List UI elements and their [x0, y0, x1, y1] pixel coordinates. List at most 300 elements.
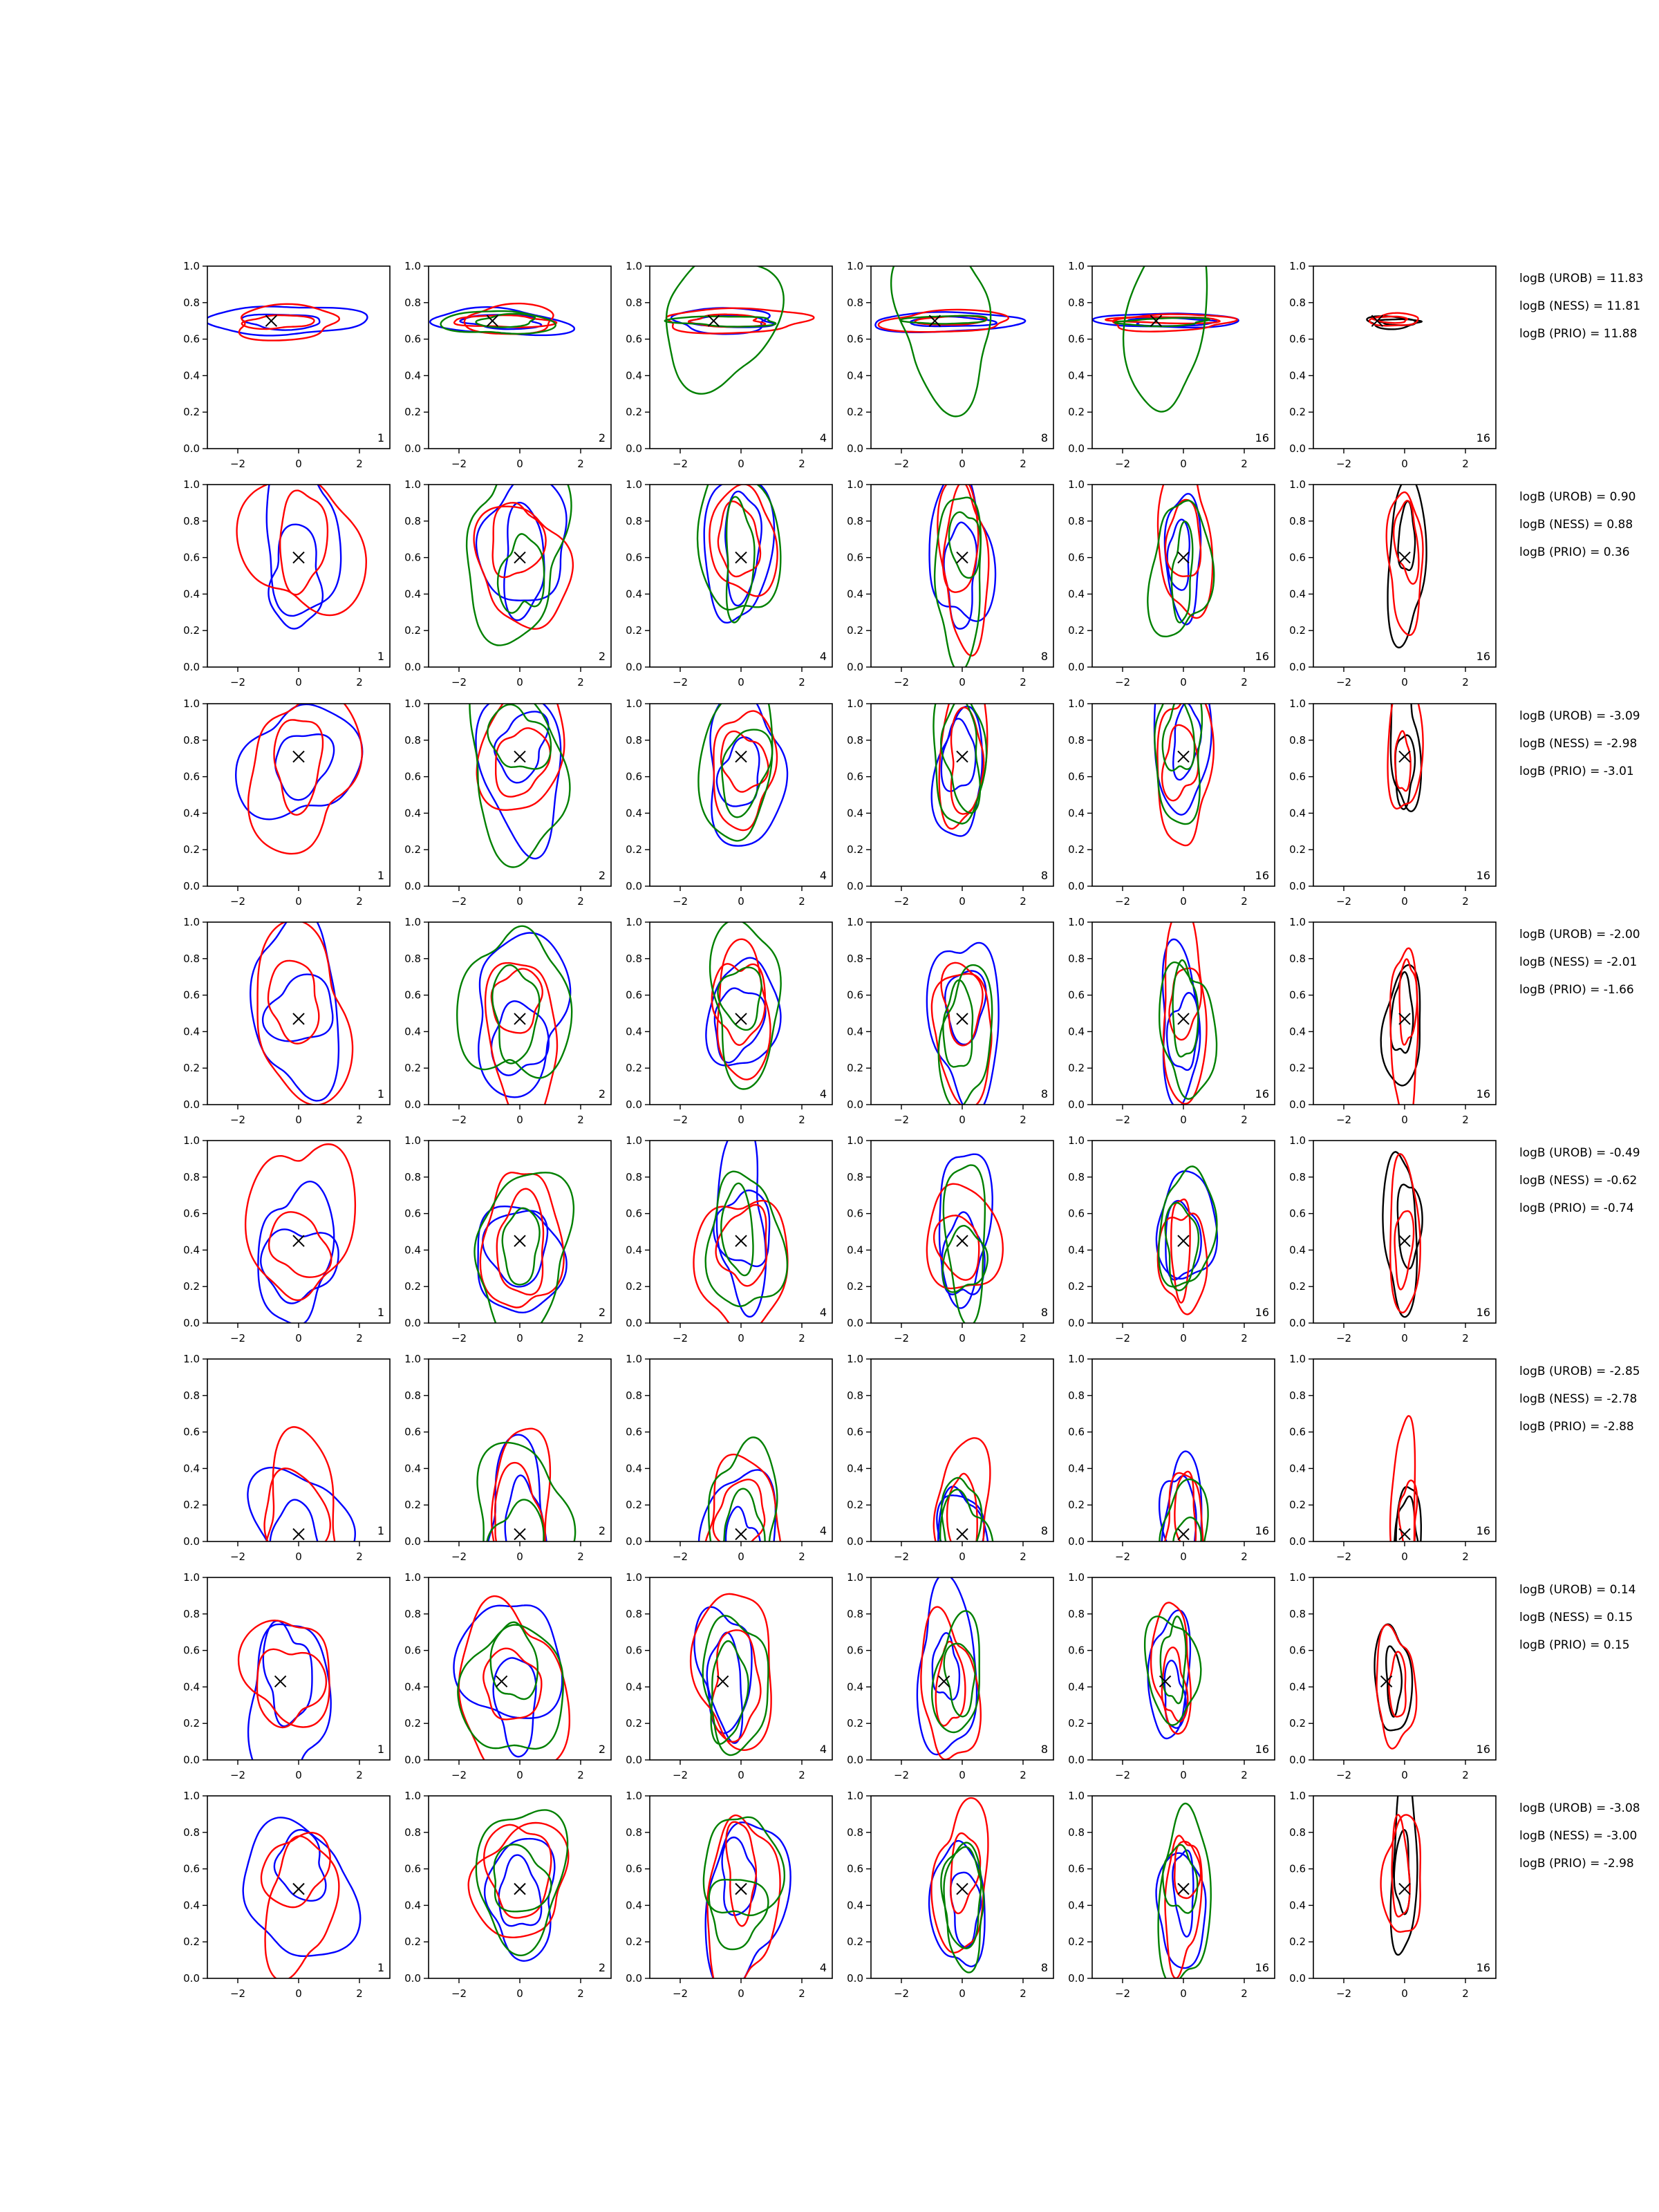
truth-marker	[735, 751, 747, 762]
prio-contour	[467, 448, 571, 645]
y-tick-label: 0.0	[626, 1972, 642, 1985]
x-tick-label: 0	[1401, 676, 1408, 688]
exact-contour	[1394, 1830, 1410, 1914]
ness-contour	[709, 484, 777, 596]
y-tick-label: 0.8	[847, 1389, 863, 1402]
y-tick-label: 0.6	[626, 551, 642, 564]
logb-stat: logB (PRIO) = -1.66	[1519, 983, 1634, 997]
y-tick-label: 0.0	[1068, 1535, 1085, 1548]
ness-contour	[257, 1649, 326, 1727]
x-tick-label: 0	[295, 1987, 302, 2000]
ness-contour	[936, 1642, 966, 1726]
x-tick-label: −2	[672, 1987, 688, 2000]
y-tick-label: 0.4	[404, 588, 421, 601]
y-tick-label: 0.4	[404, 1462, 421, 1475]
y-tick-label: 0.4	[626, 1680, 642, 1694]
prio-contour	[1163, 699, 1194, 771]
axes-frame	[1092, 1577, 1275, 1760]
contour-layer	[477, 1429, 575, 1622]
ness-contour	[927, 1184, 1003, 1288]
y-tick-label: 0.4	[183, 1025, 200, 1038]
y-tick-label: 0.0	[1068, 442, 1085, 455]
y-tick-label: 0.0	[183, 1098, 200, 1111]
y-tick-label: 0.8	[183, 733, 200, 747]
axes-frame	[871, 704, 1053, 886]
contour-layer	[927, 943, 999, 1115]
x-tick-label: 0	[1180, 458, 1187, 470]
y-tick-label: 0.8	[626, 952, 642, 965]
truth-marker	[1399, 751, 1410, 762]
panel-tag: 1	[377, 1524, 384, 1537]
y-tick-label: 1.0	[626, 478, 642, 491]
truth-marker	[514, 1884, 525, 1895]
x-tick-label: 0	[959, 1114, 966, 1126]
x-tick-label: 0	[738, 458, 744, 470]
logb-stat: logB (PRIO) = 0.15	[1519, 1638, 1630, 1652]
contour-layer	[1367, 313, 1421, 330]
y-tick-label: 1.0	[1068, 478, 1085, 491]
y-tick-label: 0.4	[404, 807, 421, 820]
y-tick-label: 0.6	[626, 1425, 642, 1438]
y-tick-label: 0.8	[183, 514, 200, 527]
x-tick-label: 0	[1401, 1550, 1408, 1563]
axes-frame	[429, 485, 611, 667]
x-tick-label: −2	[1114, 1550, 1131, 1563]
ness-contour	[496, 728, 550, 796]
y-tick-label: 1.0	[183, 916, 200, 928]
y-tick-label: 0.8	[404, 1170, 421, 1183]
axes-frame	[1092, 1141, 1275, 1323]
x-tick-label: 0	[516, 1769, 523, 1781]
y-tick-label: 1.0	[1068, 1134, 1085, 1147]
panel-tag: 8	[1040, 431, 1048, 444]
y-tick-label: 0.6	[1289, 1862, 1306, 1875]
panel-r2-c2	[404, 448, 611, 688]
logb-stats-row-4	[1519, 928, 1640, 997]
x-tick-label: 2	[1020, 1769, 1027, 1781]
contour-layer	[237, 447, 366, 629]
axes-frame	[1313, 1141, 1496, 1323]
y-tick-label: 1.0	[404, 916, 421, 928]
y-tick-label: 0.4	[626, 1025, 642, 1038]
y-tick-label: 0.6	[1068, 1207, 1085, 1220]
y-tick-label: 0.2	[626, 843, 642, 856]
y-tick-label: 1.0	[1068, 260, 1085, 272]
x-tick-label: 2	[577, 1987, 584, 2000]
y-tick-label: 0.6	[183, 551, 200, 564]
y-tick-label: 0.2	[626, 1499, 642, 1512]
x-tick-label: 0	[1180, 1769, 1187, 1781]
y-tick-label: 0.6	[1068, 1425, 1085, 1438]
truth-marker	[496, 1676, 507, 1687]
y-tick-label: 0.2	[847, 1936, 863, 1949]
truth-marker	[1399, 1235, 1410, 1246]
logb-stat: logB (NESS) = -3.00	[1519, 1829, 1638, 1843]
x-tick-label: −2	[1335, 1769, 1352, 1781]
contour-layer	[454, 1596, 570, 1772]
truth-marker	[514, 1013, 525, 1024]
y-tick-label: 0.8	[1289, 1607, 1306, 1620]
x-tick-label: −2	[893, 1114, 910, 1126]
x-tick-label: 2	[1241, 1550, 1248, 1563]
x-tick-label: 0	[295, 895, 302, 908]
y-tick-label: 0.0	[183, 1754, 200, 1766]
y-tick-label: 1.0	[1068, 697, 1085, 710]
y-tick-label: 1.0	[626, 1134, 642, 1147]
y-tick-label: 0.6	[183, 988, 200, 1002]
y-tick-label: 1.0	[626, 697, 642, 710]
y-tick-label: 0.2	[1289, 843, 1306, 856]
x-tick-label: −2	[672, 458, 688, 470]
y-tick-label: 0.6	[1068, 988, 1085, 1002]
x-tick-label: 2	[1241, 458, 1248, 470]
x-tick-label: 2	[1241, 895, 1248, 908]
y-tick-label: 0.4	[847, 1680, 863, 1694]
ness-contour	[485, 963, 557, 1127]
prio-contour	[721, 1183, 753, 1275]
x-tick-label: −2	[1335, 1332, 1352, 1344]
panel-tag: 2	[598, 1961, 606, 1974]
y-tick-label: 0.8	[404, 952, 421, 965]
y-tick-label: 0.6	[1289, 988, 1306, 1002]
y-tick-label: 0.8	[626, 1389, 642, 1402]
x-tick-label: 2	[1020, 1987, 1027, 2000]
x-tick-label: 0	[295, 1332, 302, 1344]
axes-frame	[1092, 1359, 1275, 1541]
axes-frame	[429, 1359, 611, 1541]
y-tick-label: 0.4	[1068, 588, 1085, 601]
y-tick-label: 0.8	[1068, 952, 1085, 965]
logb-stat: logB (NESS) = -2.01	[1519, 955, 1638, 969]
y-tick-label: 0.6	[1289, 1644, 1306, 1657]
unrob-contour	[205, 306, 367, 335]
x-tick-label: 0	[516, 1987, 523, 2000]
panel-r7-c5	[1068, 1571, 1275, 1781]
prio-contour	[1173, 960, 1199, 1057]
y-tick-label: 0.2	[404, 406, 421, 419]
y-tick-label: 0.8	[626, 733, 642, 747]
y-tick-label: 1.0	[626, 1790, 642, 1802]
panel-r7-c2	[404, 1571, 611, 1781]
y-tick-label: 1.0	[847, 478, 863, 491]
contour-layer	[706, 920, 780, 1089]
axes-frame	[871, 922, 1053, 1105]
panel-tag: 8	[1040, 650, 1048, 663]
ness-contour	[1387, 492, 1423, 635]
y-tick-label: 0.6	[404, 1644, 421, 1657]
y-tick-label: 1.0	[626, 260, 642, 272]
y-tick-label: 0.6	[404, 988, 421, 1002]
logb-stat: logB (NESS) = 0.15	[1519, 1611, 1633, 1624]
x-tick-label: 2	[1020, 1550, 1027, 1563]
logb-stat: logB (UROB) = -2.85	[1519, 1365, 1640, 1378]
y-tick-label: 0.6	[626, 332, 642, 346]
y-tick-label: 0.4	[1068, 1462, 1085, 1475]
panel-tag: 16	[1255, 431, 1269, 444]
x-tick-label: −2	[1335, 895, 1352, 908]
contour-layer	[930, 469, 995, 672]
x-tick-label: 0	[516, 1332, 523, 1344]
ness-contour	[693, 1201, 787, 1334]
y-tick-label: 0.0	[847, 442, 863, 455]
contour-layer	[1156, 1166, 1217, 1314]
panel-tag: 16	[1255, 1961, 1269, 1974]
truth-marker	[1399, 552, 1410, 563]
logb-stats-row-1	[1519, 272, 1643, 341]
panel-tag: 1	[377, 650, 384, 663]
axes-frame	[207, 485, 390, 667]
x-tick-label: −2	[229, 676, 246, 688]
unrob-contour	[941, 719, 976, 791]
y-tick-label: 0.0	[626, 1098, 642, 1111]
y-tick-label: 1.0	[847, 1790, 863, 1802]
panel-r3-c4	[847, 651, 1053, 908]
y-tick-label: 1.0	[183, 260, 200, 272]
panel-tag: 16	[1255, 650, 1269, 663]
x-tick-label: −2	[893, 1987, 910, 2000]
panel-r8-c1	[183, 1790, 390, 2000]
truth-marker	[735, 1884, 747, 1895]
y-tick-label: 0.6	[1289, 1425, 1306, 1438]
y-tick-label: 0.4	[1289, 588, 1306, 601]
panel-r2-c5	[1068, 453, 1275, 688]
panel-tag: 2	[598, 1087, 606, 1100]
panel-r1-c5	[1068, 224, 1275, 470]
unrob-contour	[717, 1123, 766, 1317]
panel-tag: 2	[598, 869, 606, 882]
panel-tag: 8	[1040, 1524, 1048, 1537]
y-tick-label: 0.8	[183, 1170, 200, 1183]
x-tick-label: −2	[1114, 1114, 1131, 1126]
y-tick-label: 0.4	[404, 1244, 421, 1257]
axes-frame	[650, 704, 832, 886]
contour-layer	[697, 455, 780, 623]
panel-r6-c5	[1068, 1353, 1275, 1635]
y-tick-label: 0.2	[404, 1936, 421, 1949]
y-tick-label: 0.8	[626, 1170, 642, 1183]
y-tick-label: 0.2	[404, 843, 421, 856]
contour-layer	[1156, 1803, 1211, 1984]
y-tick-label: 0.2	[1289, 1062, 1306, 1075]
logb-stat: logB (NESS) = -0.62	[1519, 1174, 1638, 1188]
prio-contour	[503, 1208, 540, 1285]
contour-layer	[469, 664, 570, 868]
axes-frame	[871, 266, 1053, 449]
truth-marker	[293, 1013, 304, 1024]
axes-frame	[871, 1359, 1053, 1541]
contour-layer	[698, 673, 787, 846]
y-tick-label: 0.8	[183, 1826, 200, 1839]
axes-frame	[207, 266, 390, 449]
y-tick-label: 1.0	[847, 1353, 863, 1365]
x-tick-label: 2	[798, 1769, 805, 1781]
contour-layer	[467, 448, 573, 645]
panel-r8-c3	[626, 1790, 832, 2000]
axes-frame	[429, 266, 611, 449]
logb-stat: logB (NESS) = 11.81	[1519, 299, 1641, 313]
x-tick-label: 2	[1241, 1769, 1248, 1781]
y-tick-label: 0.0	[404, 880, 421, 892]
y-tick-label: 0.2	[183, 1280, 200, 1293]
y-tick-label: 0.0	[847, 1098, 863, 1111]
x-tick-label: 2	[798, 458, 805, 470]
y-tick-label: 0.6	[404, 1425, 421, 1438]
axes-frame	[1313, 704, 1496, 886]
panel-tag: 4	[819, 1306, 827, 1319]
x-tick-label: −2	[672, 1550, 688, 1563]
y-tick-label: 0.8	[626, 514, 642, 527]
x-tick-label: −2	[893, 1550, 910, 1563]
panel-r7-c4	[847, 1571, 1053, 1781]
x-tick-label: 0	[1180, 676, 1187, 688]
truth-marker	[1399, 1528, 1410, 1539]
x-tick-label: −2	[893, 676, 910, 688]
y-tick-label: 0.6	[847, 770, 863, 783]
y-tick-label: 0.8	[1068, 1826, 1085, 1839]
contour-layer	[247, 1427, 355, 1649]
x-tick-label: 2	[798, 1114, 805, 1126]
ness-contour	[1157, 688, 1213, 845]
x-tick-label: 2	[1462, 458, 1469, 470]
y-tick-label: 0.2	[847, 406, 863, 419]
axes-frame	[207, 1359, 390, 1541]
contour-layer	[1390, 1416, 1421, 1631]
ness-contour	[268, 961, 319, 1044]
y-tick-label: 0.6	[404, 1862, 421, 1875]
y-tick-label: 0.2	[847, 1499, 863, 1512]
x-tick-label: −2	[1335, 1550, 1352, 1563]
contour-layer	[665, 257, 814, 394]
unrob-contour	[494, 1658, 536, 1756]
axes-frame	[1092, 266, 1275, 449]
x-tick-label: 0	[295, 676, 302, 688]
y-tick-label: 0.2	[183, 1936, 200, 1949]
prio-contour	[476, 1810, 568, 1955]
y-tick-label: 0.4	[847, 1025, 863, 1038]
y-tick-label: 0.6	[1289, 332, 1306, 346]
panel-tag: 8	[1040, 1961, 1048, 1974]
y-tick-label: 0.8	[1068, 733, 1085, 747]
logb-stat: logB (UROB) = -0.49	[1519, 1146, 1640, 1160]
axes-frame	[207, 704, 390, 886]
y-tick-label: 0.8	[1068, 1389, 1085, 1402]
y-tick-label: 0.8	[847, 1170, 863, 1183]
unrob-contour	[476, 475, 566, 601]
axes-frame	[650, 1141, 832, 1323]
y-tick-label: 0.0	[404, 442, 421, 455]
y-tick-label: 0.6	[404, 770, 421, 783]
y-tick-label: 0.4	[626, 807, 642, 820]
panel-r5-c1	[183, 1134, 390, 1344]
y-tick-label: 0.2	[1068, 406, 1085, 419]
contour-layer	[430, 303, 574, 335]
logb-stat: logB (NESS) = -2.98	[1519, 737, 1638, 751]
y-tick-label: 0.2	[183, 624, 200, 637]
y-tick-label: 0.8	[404, 296, 421, 309]
truth-marker	[1399, 1884, 1410, 1895]
x-tick-label: 2	[798, 1332, 805, 1344]
y-tick-label: 0.4	[847, 588, 863, 601]
panel-tag: 1	[377, 869, 384, 882]
axes-frame	[429, 922, 611, 1105]
truth-marker	[514, 1528, 525, 1539]
panel-r3-c5	[1068, 658, 1275, 908]
y-tick-label: 0.8	[404, 514, 421, 527]
y-tick-label: 0.0	[626, 1317, 642, 1329]
ness-contour	[474, 507, 573, 629]
axes-frame	[1092, 704, 1275, 886]
y-tick-label: 0.0	[404, 1754, 421, 1766]
y-tick-label: 0.8	[847, 1607, 863, 1620]
y-tick-label: 0.2	[404, 1717, 421, 1730]
y-tick-label: 1.0	[1068, 1790, 1085, 1802]
y-tick-label: 0.8	[626, 296, 642, 309]
panel-tag: 1	[377, 1087, 384, 1100]
truth-marker	[1178, 1528, 1189, 1539]
y-tick-label: 1.0	[404, 1790, 421, 1802]
y-tick-label: 0.8	[626, 1607, 642, 1620]
truth-marker	[957, 1528, 968, 1539]
prio-contour	[704, 1817, 785, 1915]
y-tick-label: 0.8	[1289, 1170, 1306, 1183]
unrob-contour	[247, 1468, 355, 1597]
y-tick-label: 0.4	[847, 369, 863, 382]
x-tick-label: 0	[295, 1769, 302, 1781]
x-tick-label: 0	[516, 1114, 523, 1126]
panel-tag: 4	[819, 1524, 827, 1537]
y-tick-label: 0.4	[1289, 1244, 1306, 1257]
y-tick-label: 0.2	[626, 1717, 642, 1730]
y-tick-label: 0.0	[1068, 1317, 1085, 1329]
y-tick-label: 0.8	[1068, 514, 1085, 527]
x-tick-label: 2	[798, 676, 805, 688]
axes-frame	[650, 266, 832, 449]
panel-r5-c3	[626, 1123, 832, 1344]
y-tick-label: 0.0	[626, 442, 642, 455]
y-tick-label: 0.0	[1068, 1972, 1085, 1985]
y-tick-label: 0.4	[404, 1899, 421, 1912]
y-tick-label: 1.0	[404, 697, 421, 710]
x-tick-label: 2	[577, 895, 584, 908]
truth-marker	[957, 751, 968, 762]
y-tick-label: 0.4	[404, 1025, 421, 1038]
y-tick-label: 0.8	[1068, 1607, 1085, 1620]
y-tick-label: 0.0	[404, 1098, 421, 1111]
panel-r6-c6	[1289, 1353, 1496, 1631]
y-tick-label: 0.0	[1068, 661, 1085, 673]
panel-r4-c2	[404, 916, 611, 1127]
logb-stat: logB (PRIO) = -0.74	[1519, 1201, 1634, 1215]
truth-marker	[293, 552, 304, 563]
contour-layer	[205, 304, 367, 341]
y-tick-label: 0.4	[404, 1680, 421, 1694]
y-tick-label: 0.4	[183, 1244, 200, 1257]
x-tick-label: 2	[1462, 1332, 1469, 1344]
axes-frame	[1313, 922, 1496, 1105]
panel-tag: 16	[1476, 869, 1490, 882]
y-tick-label: 0.6	[183, 1862, 200, 1875]
y-tick-label: 0.2	[1289, 1936, 1306, 1949]
y-tick-label: 0.6	[847, 332, 863, 346]
y-tick-label: 0.0	[183, 1535, 200, 1548]
y-tick-label: 0.4	[183, 369, 200, 382]
y-tick-label: 1.0	[183, 1790, 200, 1802]
x-tick-label: 2	[798, 1987, 805, 2000]
y-tick-label: 1.0	[847, 916, 863, 928]
y-tick-label: 0.0	[1289, 1317, 1306, 1329]
panel-tag: 16	[1255, 869, 1269, 882]
y-tick-label: 0.8	[404, 1607, 421, 1620]
